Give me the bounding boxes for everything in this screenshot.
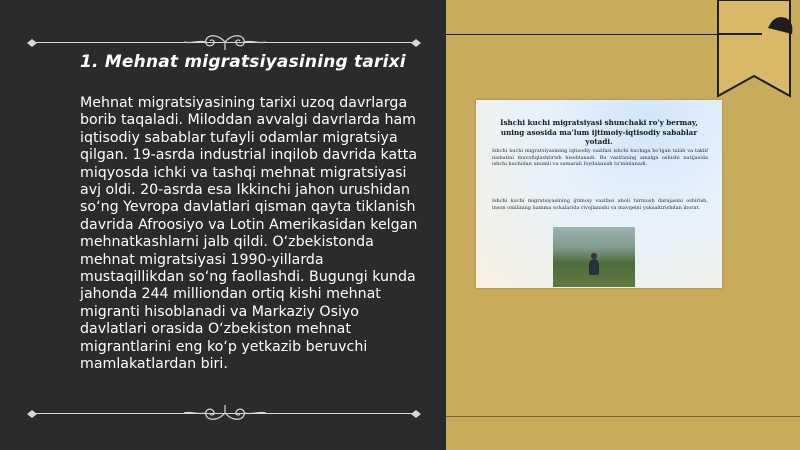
person-figure [589,259,599,275]
divider-dot-icon [410,409,422,419]
divider-dot-icon [26,38,38,48]
slide-title: 1. Mehnat migratsiyasining tarixi [80,52,406,72]
info-card [476,100,722,288]
scroll-flourish-icon [180,401,270,425]
landscape-photo [553,227,635,287]
card-heading: Ishchi kuchi migratsiyasi shunchaki ro'y bermay, uning asosida ma'lum ijtimoiy-iqtisodiy sabablar yotadi. [500,118,698,146]
divider-dot-icon [410,38,422,48]
right-top-line [446,34,746,35]
card-paragraph-2: Ishchi kuchi migratsiyasining ijtimoiy vazifasi aholi turmush darajasini oshirish, inson omilining hamma sohalarida rivojlanishi va mavqeini yuksaltirishdan iborat. [492,198,708,211]
scroll-flourish-icon [180,30,270,54]
card-paragraph-1: Ishchi kuchi migratsiyasining iqtisodiy vazifasi ishchi kuchiga bo'lgan talab va taklif nisbatini muvofiqlashtirish hisoblanadi. Bu vazifaning amalga oshishi natijasida ishchi kuchidan unumli va samarali foydalanish ta'minlanadi. [492,148,708,168]
bookmark-ribbon-icon [716,0,796,100]
slide-body: Mehnat migratsiyasining tarixi uzoq davrlarga borib taqaladi. Miloddan avvalgi davrlarda ham iqtisodiy sabablar tufayli odamlar migratsiya qilgan. 19-asrda industrial inqilob davrida katta miqyosda ichki va tashqi mehnat migratsiyasi avj oldi. 20-asrda esa Ikkinchi jahon urushidan so‘ng Yevropa davlatlari qisman qayta tiklanish davrida Afroosiyo va Lotin Amerikasidan kelgan mehnatkashlarni jalb qildi. O‘zbekistonda mehnat migratsiyasi 1990-yillarda mustaqillikdan so‘ng faollashdi. Bugungi kunda jahonda 244 milliondan ortiq kishi mehnat migranti hisoblanadi va Markaziy Osiyo davlatlari orasida O‘zbekiston mehnat migrantlarini eng ko‘p yetkazib beruvchi mamlakatlardan biri. [80,95,418,373]
divider-dot-icon [26,409,38,419]
right-bottom-line [446,416,800,417]
